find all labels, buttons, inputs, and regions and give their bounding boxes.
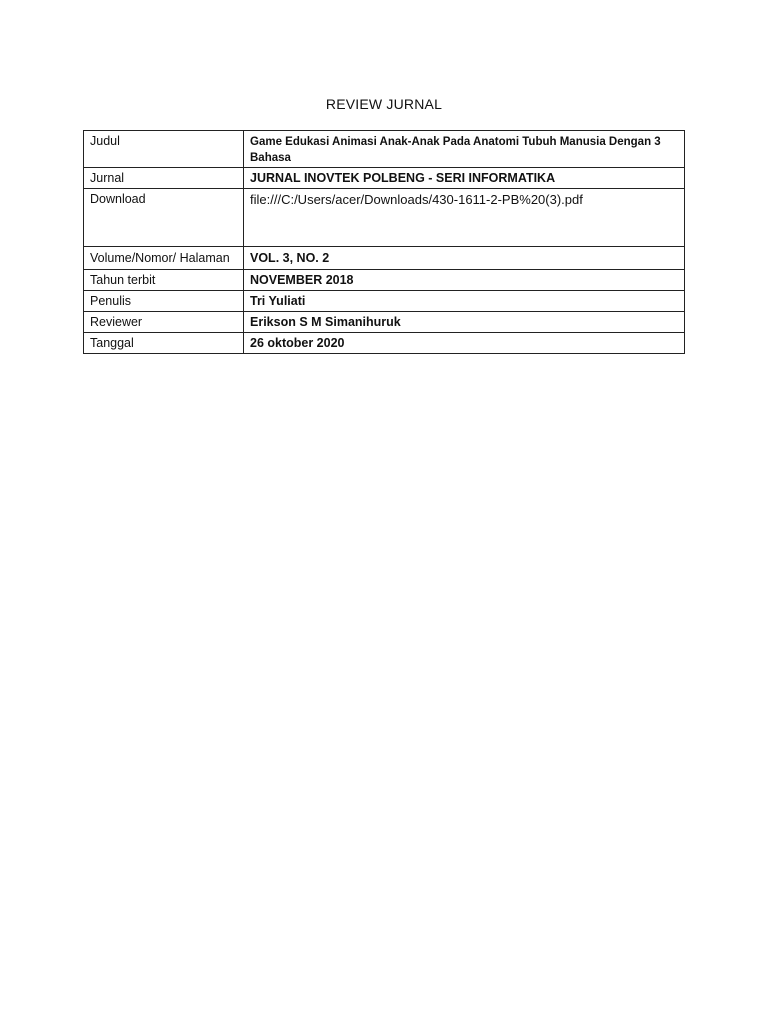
table-row-judul	[84, 131, 685, 168]
review-table	[83, 130, 685, 354]
value-jurnal: JURNAL INOVTEK POLBENG - SERI INFORMATIKA	[244, 168, 685, 189]
value-penulis: Tri Yuliati	[244, 291, 685, 312]
label-reviewer: Reviewer	[84, 312, 244, 333]
table-row-penulis	[84, 291, 685, 312]
value-judul: Game Edukasi Animasi Anak-Anak Pada Anatomi Tubuh Manusia Dengan 3 Bahasa	[244, 131, 685, 168]
page-title: REVIEW JURNAL	[325, 96, 443, 112]
table-row-reviewer	[84, 312, 685, 333]
table-row-tanggal	[84, 333, 685, 354]
label-jurnal: Jurnal	[84, 168, 244, 189]
value-volume: VOL. 3, NO. 2	[244, 247, 685, 270]
label-tanggal: Tanggal	[84, 333, 244, 354]
value-download-link[interactable]: file:///C:/Users/acer/Downloads/430-1611-2-PB%20(3).pdf	[244, 189, 685, 247]
label-penulis: Penulis	[84, 291, 244, 312]
table-row-download	[84, 189, 685, 247]
value-reviewer: Erikson S M Simanihuruk	[244, 312, 685, 333]
table-row-jurnal	[84, 168, 685, 189]
label-judul: Judul	[84, 131, 244, 168]
value-tahun: NOVEMBER 2018	[244, 270, 685, 291]
label-tahun: Tahun terbit	[84, 270, 244, 291]
label-volume: Volume/Nomor/ Halaman	[84, 247, 244, 270]
value-tanggal: 26 oktober 2020	[244, 333, 685, 354]
table-row-volume	[84, 247, 685, 270]
label-download: Download	[84, 189, 244, 247]
table-row-tahun	[84, 270, 685, 291]
